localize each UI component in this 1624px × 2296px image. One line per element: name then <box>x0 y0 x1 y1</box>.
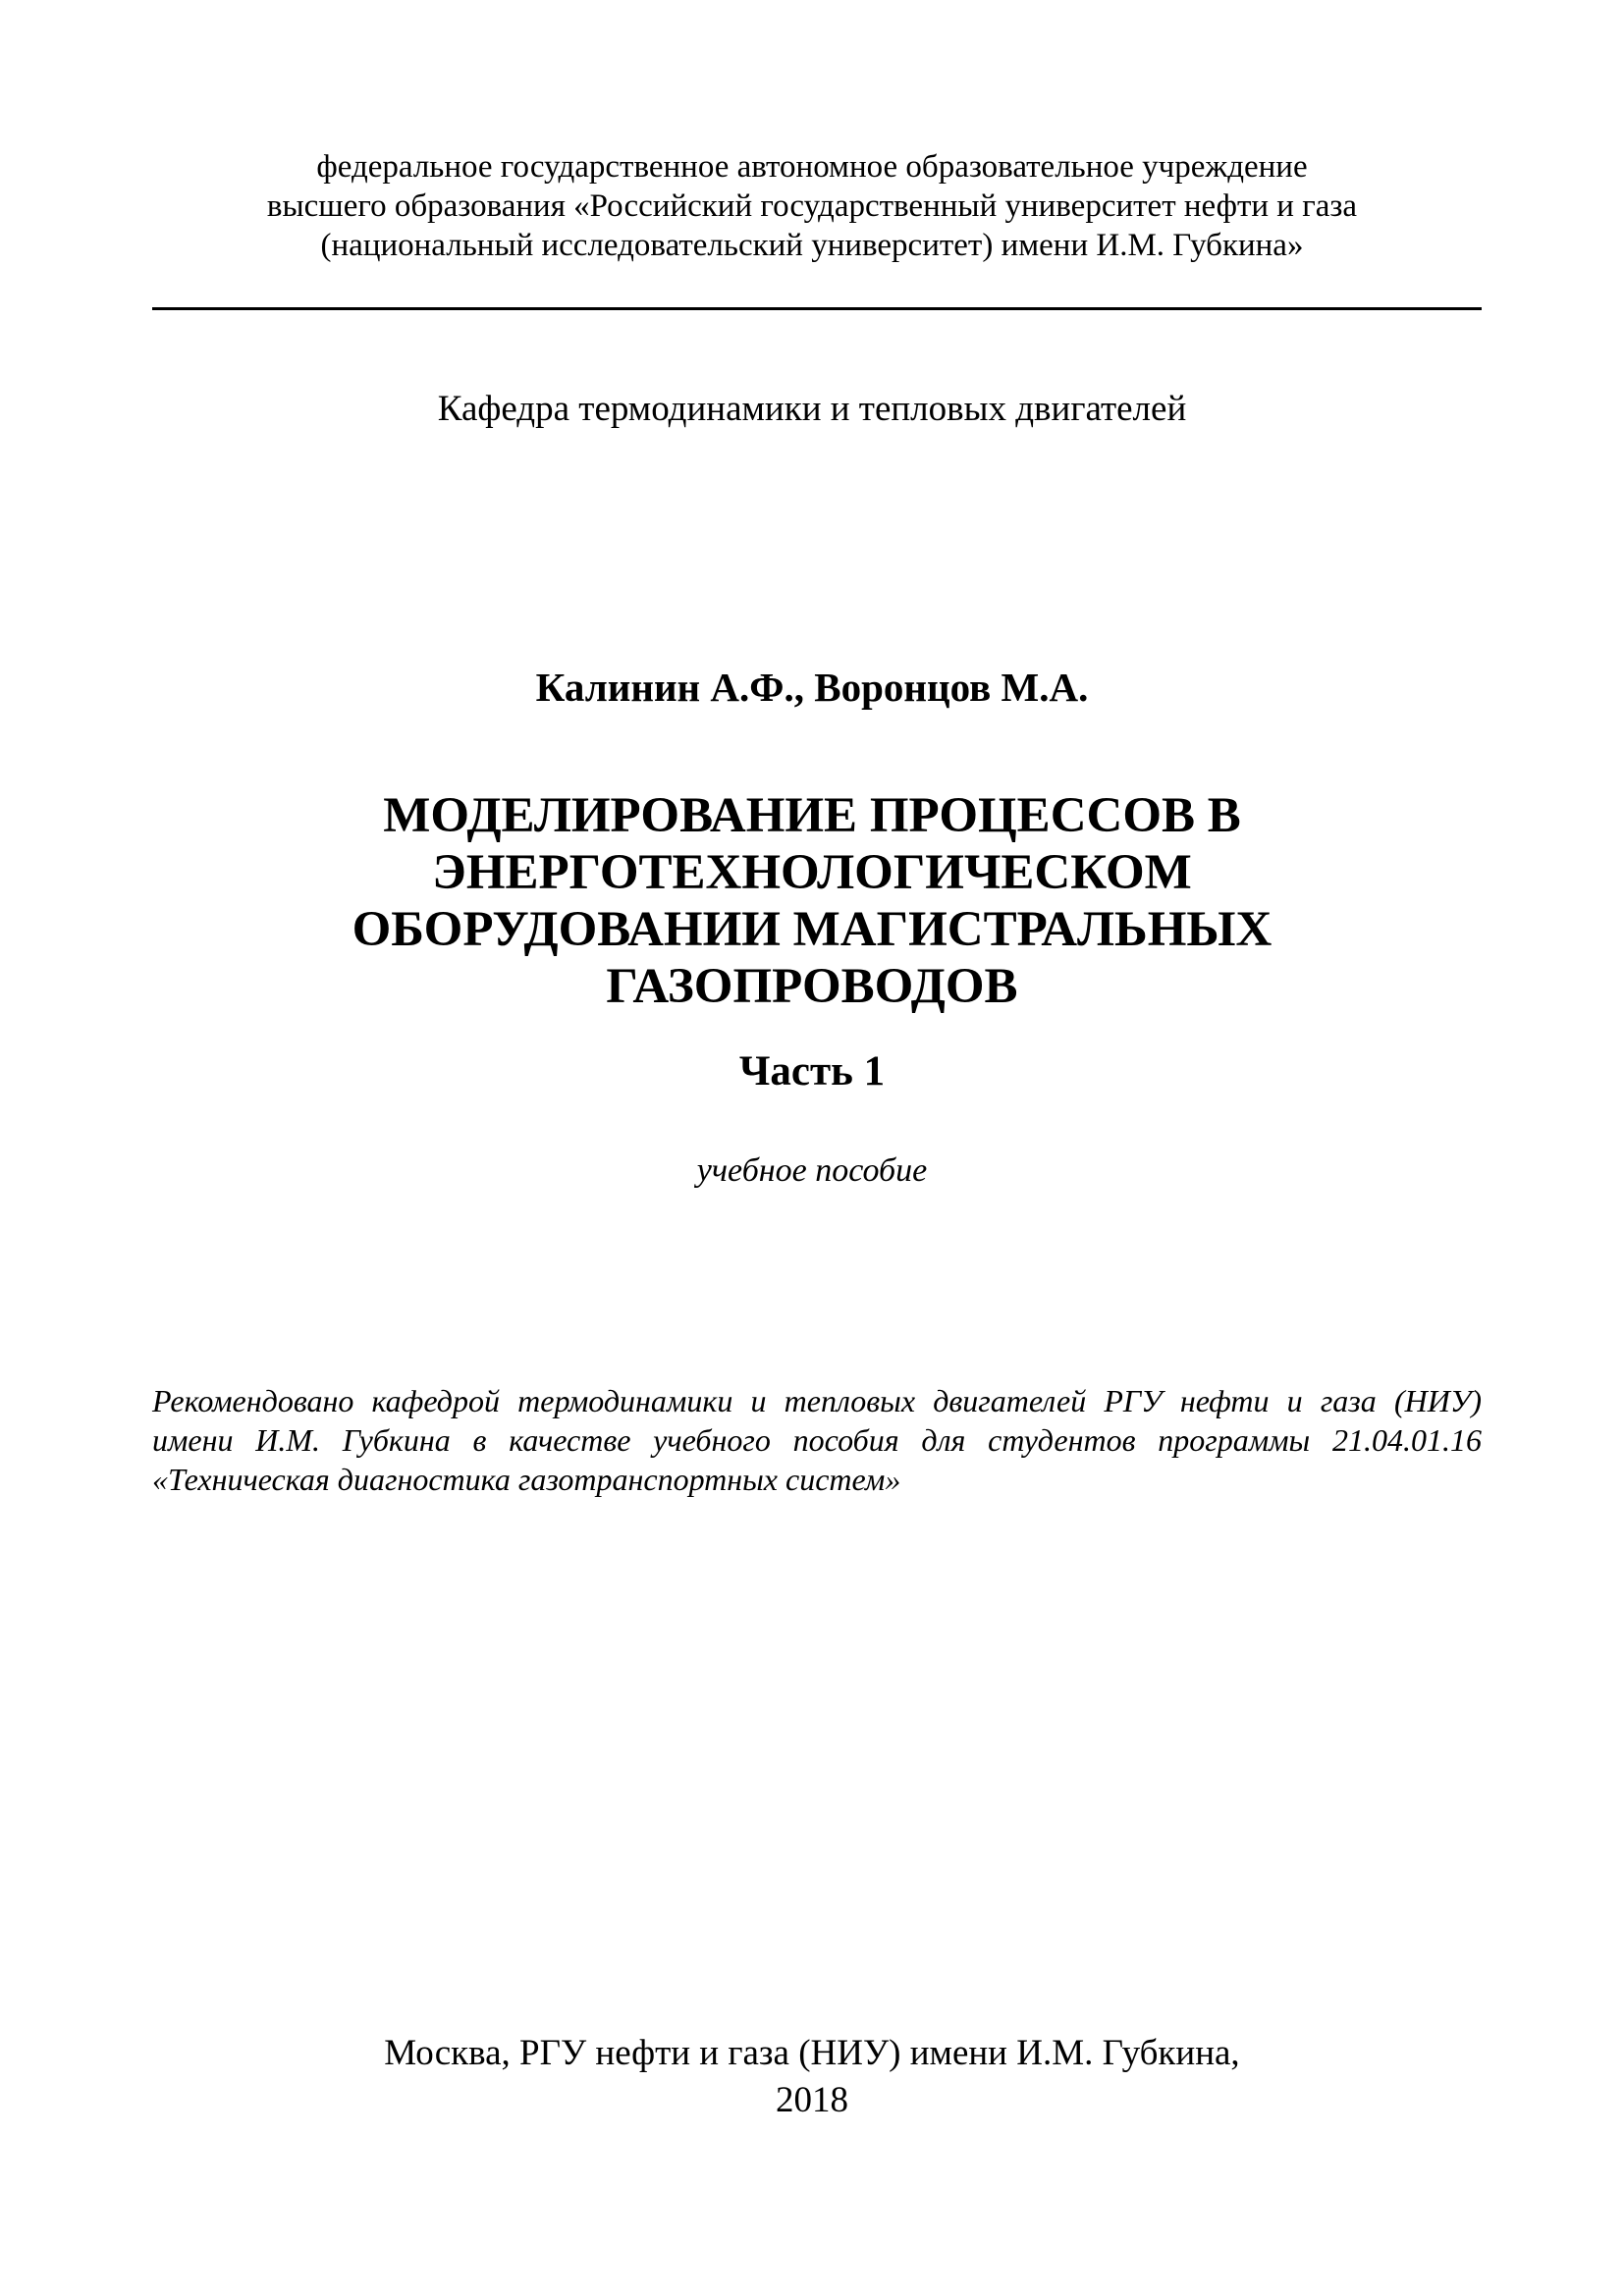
document-type: учебное пособие <box>696 1152 928 1189</box>
institution-header <box>0 147 1624 265</box>
institution-line-3: (национальный исследовательский университет) имени И.М. Губкина» <box>320 228 1304 263</box>
title-line-4: ГАЗОПРОВОДОВ <box>606 959 1018 1014</box>
recommendation-line-1: Рекомендовано кафедрой термодинамики и тепловых двигателей РГУ нефти и газа (НИУ) <box>152 1383 1482 1418</box>
imprint <box>0 2030 1624 2124</box>
title-line-3: ОБОРУДОВАНИИ МАГИСТРАЛЬНЫХ <box>352 902 1272 957</box>
recommendation-note <box>152 1381 1482 1499</box>
department-name: Кафедра термодинамики и тепловых двигателей <box>437 389 1187 429</box>
institution-line-2: высшего образования «Российский государственный университет нефти и газа <box>266 188 1358 224</box>
imprint-year: 2018 <box>776 2080 848 2120</box>
imprint-place-publisher: Москва, РГУ нефти и газа (НИУ) имени И.М. Губкина, <box>384 2033 1240 2073</box>
authors: Калинин А.Ф., Воронцов М.А. <box>535 665 1089 710</box>
book-title <box>0 787 1624 1015</box>
header-divider <box>152 307 1482 310</box>
recommendation-line-3: «Техническая диагностика газотранспортных систем» <box>152 1462 901 1497</box>
book-part: Часть 1 <box>738 1048 886 1095</box>
recommendation-line-2: имени И.М. Губкина в качестве учебного пособия для студентов программы 21.04.01.16 <box>152 1422 1482 1458</box>
title-line-2: ЭНЕРГОТЕХНОЛОГИЧЕСКОМ <box>432 845 1192 900</box>
title-line-1: МОДЕЛИРОВАНИЕ ПРОЦЕССОВ В <box>383 788 1241 843</box>
institution-line-1: федеральное государственное автономное образовательное учреждение <box>316 149 1308 185</box>
